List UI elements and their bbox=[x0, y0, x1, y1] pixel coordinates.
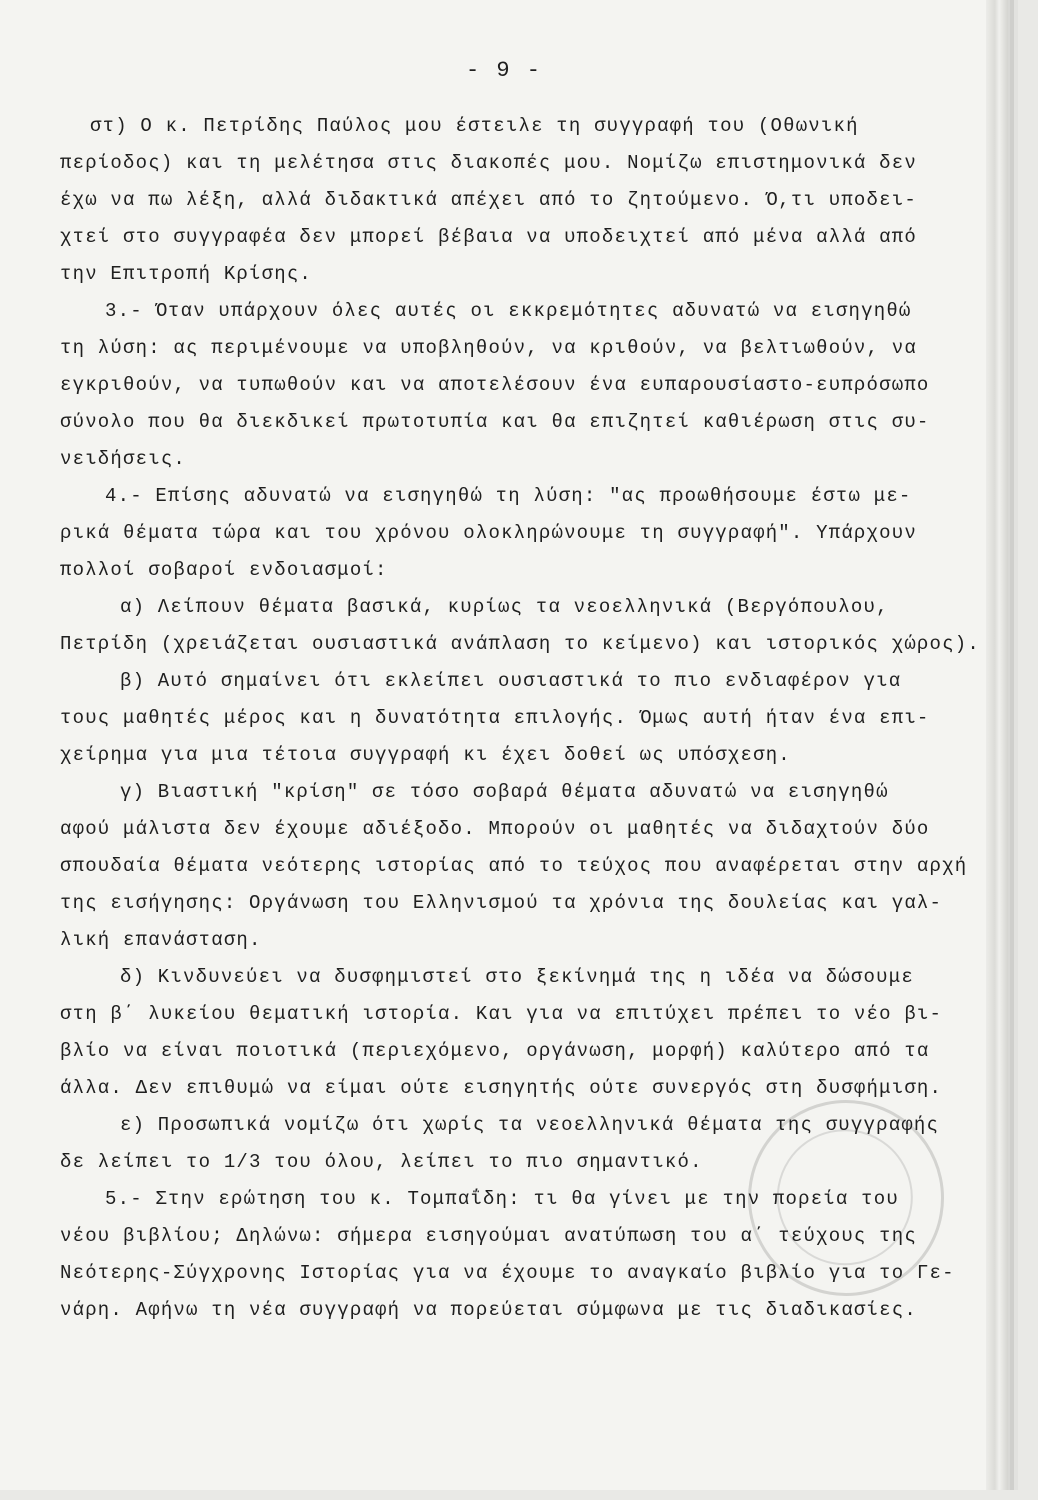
text-line: τους μαθητές μέρος και η δυνατότητα επιλογής. Όμως αυτή ήταν ένα επι- bbox=[60, 707, 930, 729]
text-line: Πετρίδη (χρειάζεται ουσιαστικά ανάπλαση το κείμενο) και ιστορικός χώρος). bbox=[60, 633, 980, 655]
text-line: χτεί στο συγγραφέα δεν μπορεί βέβαια να υποδειχτεί από μένα αλλά από bbox=[60, 226, 917, 248]
text-line: γ) Βιαστική "κρίση" σε τόσο σοβαρά θέματα αδυνατώ να εισηγηθώ bbox=[120, 781, 889, 803]
text-line: στ) Ο κ. Πετρίδης Παύλος μου έστειλε τη συγγραφή του (Οθωνική bbox=[90, 115, 859, 137]
page-edge bbox=[986, 0, 1008, 1490]
page-number: - 9 - bbox=[465, 58, 542, 83]
text-line: τη λύση: ας περιμένουμε να υποβληθούν, να κριθούν, να βελτιωθούν, να bbox=[60, 337, 917, 359]
text-line: δε λείπει το 1/3 του όλου, λείπει το πιο σημαντικό. bbox=[60, 1151, 703, 1173]
text-line: ρικά θέματα τώρα και του χρόνου ολοκληρώνουμε τη συγγραφή". Υπάρχουν bbox=[60, 522, 917, 544]
text-line: της εισήγησης: Οργάνωση του Ελληνισμού τα χρόνια της δουλείας και γαλ- bbox=[60, 892, 943, 914]
text-line: χείρημα για μια τέτοια συγγραφή κι έχει δοθεί ως υπόσχεση. bbox=[60, 744, 791, 766]
text-line: εγκριθούν, να τυπωθούν και να αποτελέσουν ένα ευπαρουσίαστο-ευπρόσωπο bbox=[60, 374, 930, 396]
text-line: στη β΄ λυκείου θεματική ιστορία. Και για να επιτύχει πρέπει το νέο βι- bbox=[60, 1003, 943, 1025]
text-line: έχω να πω λέξη, αλλά διδακτικά απέχει από το ζητούμενο. Ό,τι υποδει- bbox=[60, 189, 917, 211]
text-line: 4.- Επίσης αδυνατώ να εισηγηθώ τη λύση: "ας προωθήσουμε έστω με- bbox=[105, 485, 912, 507]
text-line: α) Λείπουν θέματα βασικά, κυρίως τα νεοελληνικά (Βεργόπουλου, bbox=[120, 596, 889, 618]
text-line: 5.- Στην ερώτηση του κ. Τομπαΐδη: τι θα γίνει με την πορεία του bbox=[105, 1188, 899, 1210]
text-line: περίοδος) και τη μελέτησα στις διακοπές μου. Νομίζω επιστημονικά δεν bbox=[60, 152, 917, 174]
text-line: άλλα. Δεν επιθυμώ να είμαι ούτε εισηγητής ούτε συνεργός στη δυσφήμιση. bbox=[60, 1077, 943, 1099]
text-line: νέου βιβλίου; Δηλώνω: σήμερα εισηγούμαι ανατύπωση του α΄ τεύχους της bbox=[60, 1225, 917, 1247]
text-line: σύνολο που θα διεκδικεί πρωτοτυπία και θα επιζητεί καθιέρωση στις συ- bbox=[60, 411, 930, 433]
text-line: πολλοί σοβαροί ενδοιασμοί: bbox=[60, 559, 388, 581]
text-line: νειδήσεις. bbox=[60, 448, 187, 470]
text-line: νάρη. Αφήνω τη νέα συγγραφή να πορεύεται σύμφωνα με τις διαδικασίες. bbox=[60, 1299, 917, 1321]
text-line: β) Αυτό σημαίνει ότι εκλείπει ουσιαστικά το πιο ενδιαφέρον για bbox=[120, 670, 902, 692]
text-line: Νεότερης-Σύγχρονης Ιστορίας για να έχουμε το αναγκαίο βιβλίο για το Γε- bbox=[60, 1262, 955, 1284]
text-line: την Επιτροπή Κρίσης. bbox=[60, 263, 313, 285]
stamp-inner-ring bbox=[764, 1117, 925, 1278]
text-line: ε) Προσωπικά νομίζω ότι χωρίς τα νεοελληνικά θέματα της συγγραφής bbox=[120, 1114, 940, 1136]
text-line: 3.- Όταν υπάρχουν όλες αυτές οι εκκρεμότητες αδυνατώ να εισηγηθώ bbox=[105, 300, 912, 322]
text-line: λική επανάσταση. bbox=[60, 929, 262, 951]
text-line: βλίο να είναι ποιοτικά (περιεχόμενο, οργάνωση, μορφή) καλύτερο από τα bbox=[60, 1040, 930, 1062]
text-line: σπουδαία θέματα νεότερης ιστορίας από το τεύχος που αναφέρεται στην αρχή bbox=[60, 855, 968, 877]
text-line: αφού μάλιστα δεν έχουμε αδιέξοδο. Μπορούν οι μαθητές να διδαχτούν δύο bbox=[60, 818, 930, 840]
text-line: δ) Κινδυνεύει να δυσφημιστεί στο ξεκίνημά της η ιδέα να δώσουμε bbox=[120, 966, 914, 988]
